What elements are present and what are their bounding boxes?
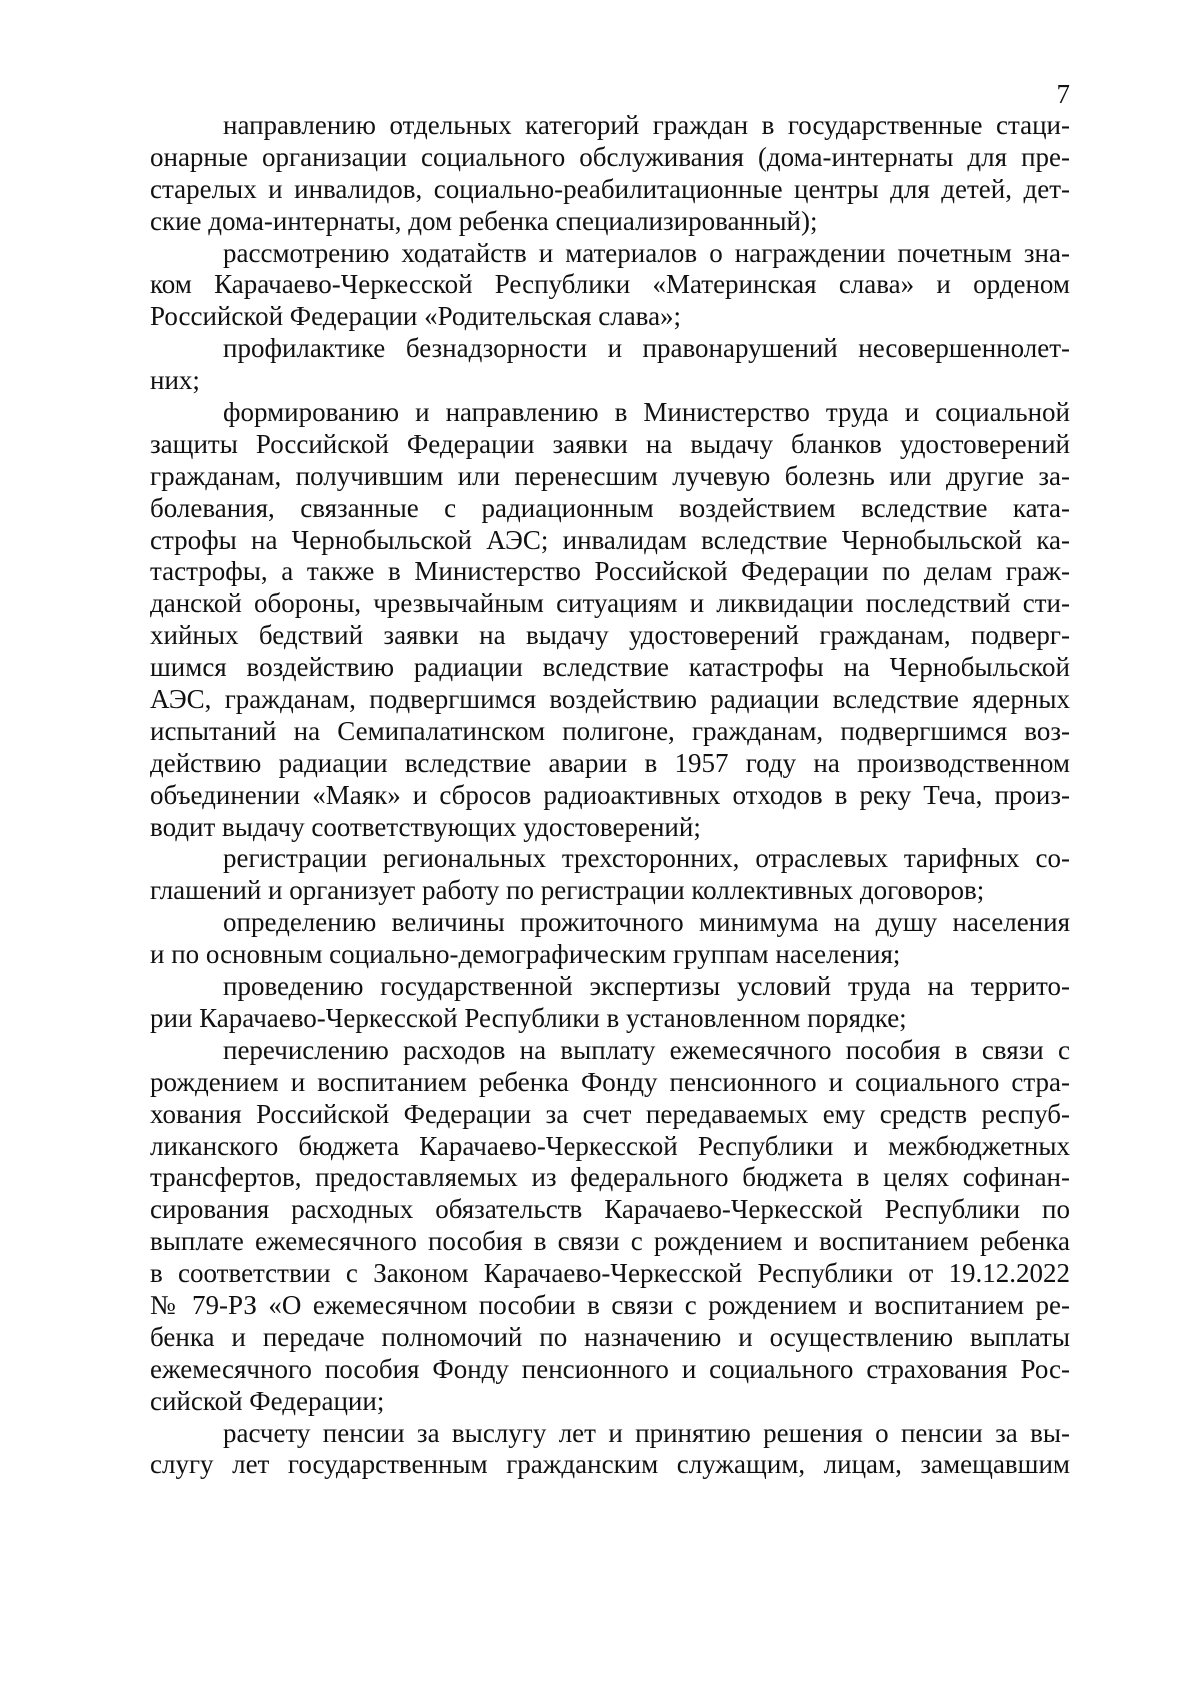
- paragraph: [150, 333, 1070, 397]
- paragraph: [150, 110, 1070, 238]
- text-line: проведению государственной экспертизы условий труда на террито-: [223, 971, 1070, 1002]
- text-line: бенка и передаче полномочий по назначению и осуществлению выплаты: [150, 1321, 1070, 1352]
- text-line: старелых и инвалидов, социально-реабилитационные центры для детей, дет-: [150, 173, 1070, 204]
- text-line: выплате ежемесячного пособия в связи с рождением и воспитанием ребенка: [150, 1226, 1070, 1257]
- text-line: регистрации региональных трехсторонних, отраслевых тарифных со-: [223, 843, 1070, 874]
- text-line: в соответствии с Законом Карачаево-Черкесской Республики от 19.12.2022: [150, 1258, 1070, 1289]
- text-line: определению величины прожиточного минимума на душу населения: [223, 907, 1070, 938]
- text-line: сийской Федерации;: [150, 1385, 385, 1416]
- text-line: сирования расходных обязательств Карачаево-Черкесской Республики по: [150, 1194, 1070, 1225]
- text-line: тастрофы, а также в Министерство Российской Федерации по делам граж-: [150, 556, 1070, 587]
- text-line: глашений и организует работу по регистрации коллективных договоров;: [150, 875, 985, 906]
- page-number: 7: [1056, 79, 1070, 109]
- paragraph: [150, 1035, 1070, 1418]
- text-line: расчету пенсии за выслугу лет и принятию решения о пенсии за вы-: [223, 1417, 1070, 1448]
- paragraph: [150, 907, 1070, 971]
- text-line: перечислению расходов на выплату ежемесячного пособия в связи с: [223, 1034, 1070, 1065]
- text-line: хования Российской Федерации за счет передаваемых ему средств респуб-: [150, 1098, 1070, 1129]
- text-line: объединении «Маяк» и сбросов радиоактивных отходов в реку Теча, произ-: [150, 779, 1070, 810]
- text-line: хийных бедствий заявки на выдачу удостоверений гражданам, подверг-: [150, 620, 1070, 651]
- text-line: рождением и воспитанием ребенка Фонду пенсионного и социального стра-: [150, 1066, 1070, 1097]
- text-line: формированию и направлению в Министерство труда и социальной: [223, 397, 1070, 428]
- text-line: них;: [150, 365, 200, 396]
- paragraph: [150, 238, 1070, 334]
- text-line: профилактике безнадзорности и правонарушений несовершеннолет-: [223, 333, 1070, 364]
- text-line: ские дома-интернаты, дом ребенка специализированный);: [150, 205, 818, 236]
- text-line: АЭС, гражданам, подвергшимся воздействию радиации вследствие ядерных: [150, 684, 1070, 715]
- text-line: строфы на Чернобыльской АЭС; инвалидам вследствие Чернобыльской ка-: [150, 524, 1070, 555]
- document-body: [150, 110, 1070, 1481]
- text-line: направлению отдельных категорий граждан в государственные стаци-: [223, 110, 1070, 140]
- text-line: шимся воздействию радиации вследствие катастрофы на Чернобыльской: [150, 652, 1070, 683]
- paragraph: [150, 843, 1070, 907]
- text-line: болевания, связанные с радиационным воздействием вследствие ката-: [150, 492, 1070, 523]
- text-line: № 79-РЗ «О ежемесячном пособии в связи с рождением и воспитанием ре-: [150, 1289, 1070, 1320]
- text-line: ежемесячного пособия Фонду пенсионного и социального страхования Рос-: [150, 1353, 1070, 1384]
- text-line: Российской Федерации «Родительская слава»;: [150, 301, 682, 332]
- paragraph: [150, 397, 1070, 843]
- text-line: водит выдачу соответствующих удостоверений;: [150, 811, 701, 842]
- text-line: онарные организации социального обслуживания (дома-интернаты для пре-: [150, 141, 1070, 172]
- text-line: слугу лет государственным гражданским служащим, лицам, замещавшим: [150, 1449, 1070, 1480]
- paragraph: [150, 1418, 1070, 1482]
- text-line: и по основным социально-демографическим группам населения;: [150, 939, 901, 970]
- paragraph: [150, 971, 1070, 1035]
- text-line: трансфертов, предоставляемых из федерального бюджета в целях софинан-: [150, 1162, 1070, 1193]
- text-line: гражданам, получившим или перенесшим лучевую болезнь или другие за-: [150, 460, 1070, 491]
- text-line: рии Карачаево-Черкесской Республики в установленном порядке;: [150, 1002, 907, 1033]
- text-line: испытаний на Семипалатинском полигоне, гражданам, подвергшимся воз-: [150, 715, 1070, 746]
- text-line: данской обороны, чрезвычайным ситуациям и ликвидации последствий сти-: [150, 588, 1070, 619]
- text-line: действию радиации вследствие аварии в 1957 году на производственном: [150, 747, 1070, 778]
- text-line: защиты Российской Федерации заявки на выдачу бланков удостоверений: [150, 428, 1070, 459]
- text-line: ликанского бюджета Карачаево-Черкесской Республики и межбюджетных: [150, 1130, 1070, 1161]
- text-line: ком Карачаево-Черкесской Республики «Материнская слава» и орденом: [150, 269, 1070, 300]
- text-line: рассмотрению ходатайств и материалов о награждении почетным зна-: [223, 237, 1070, 268]
